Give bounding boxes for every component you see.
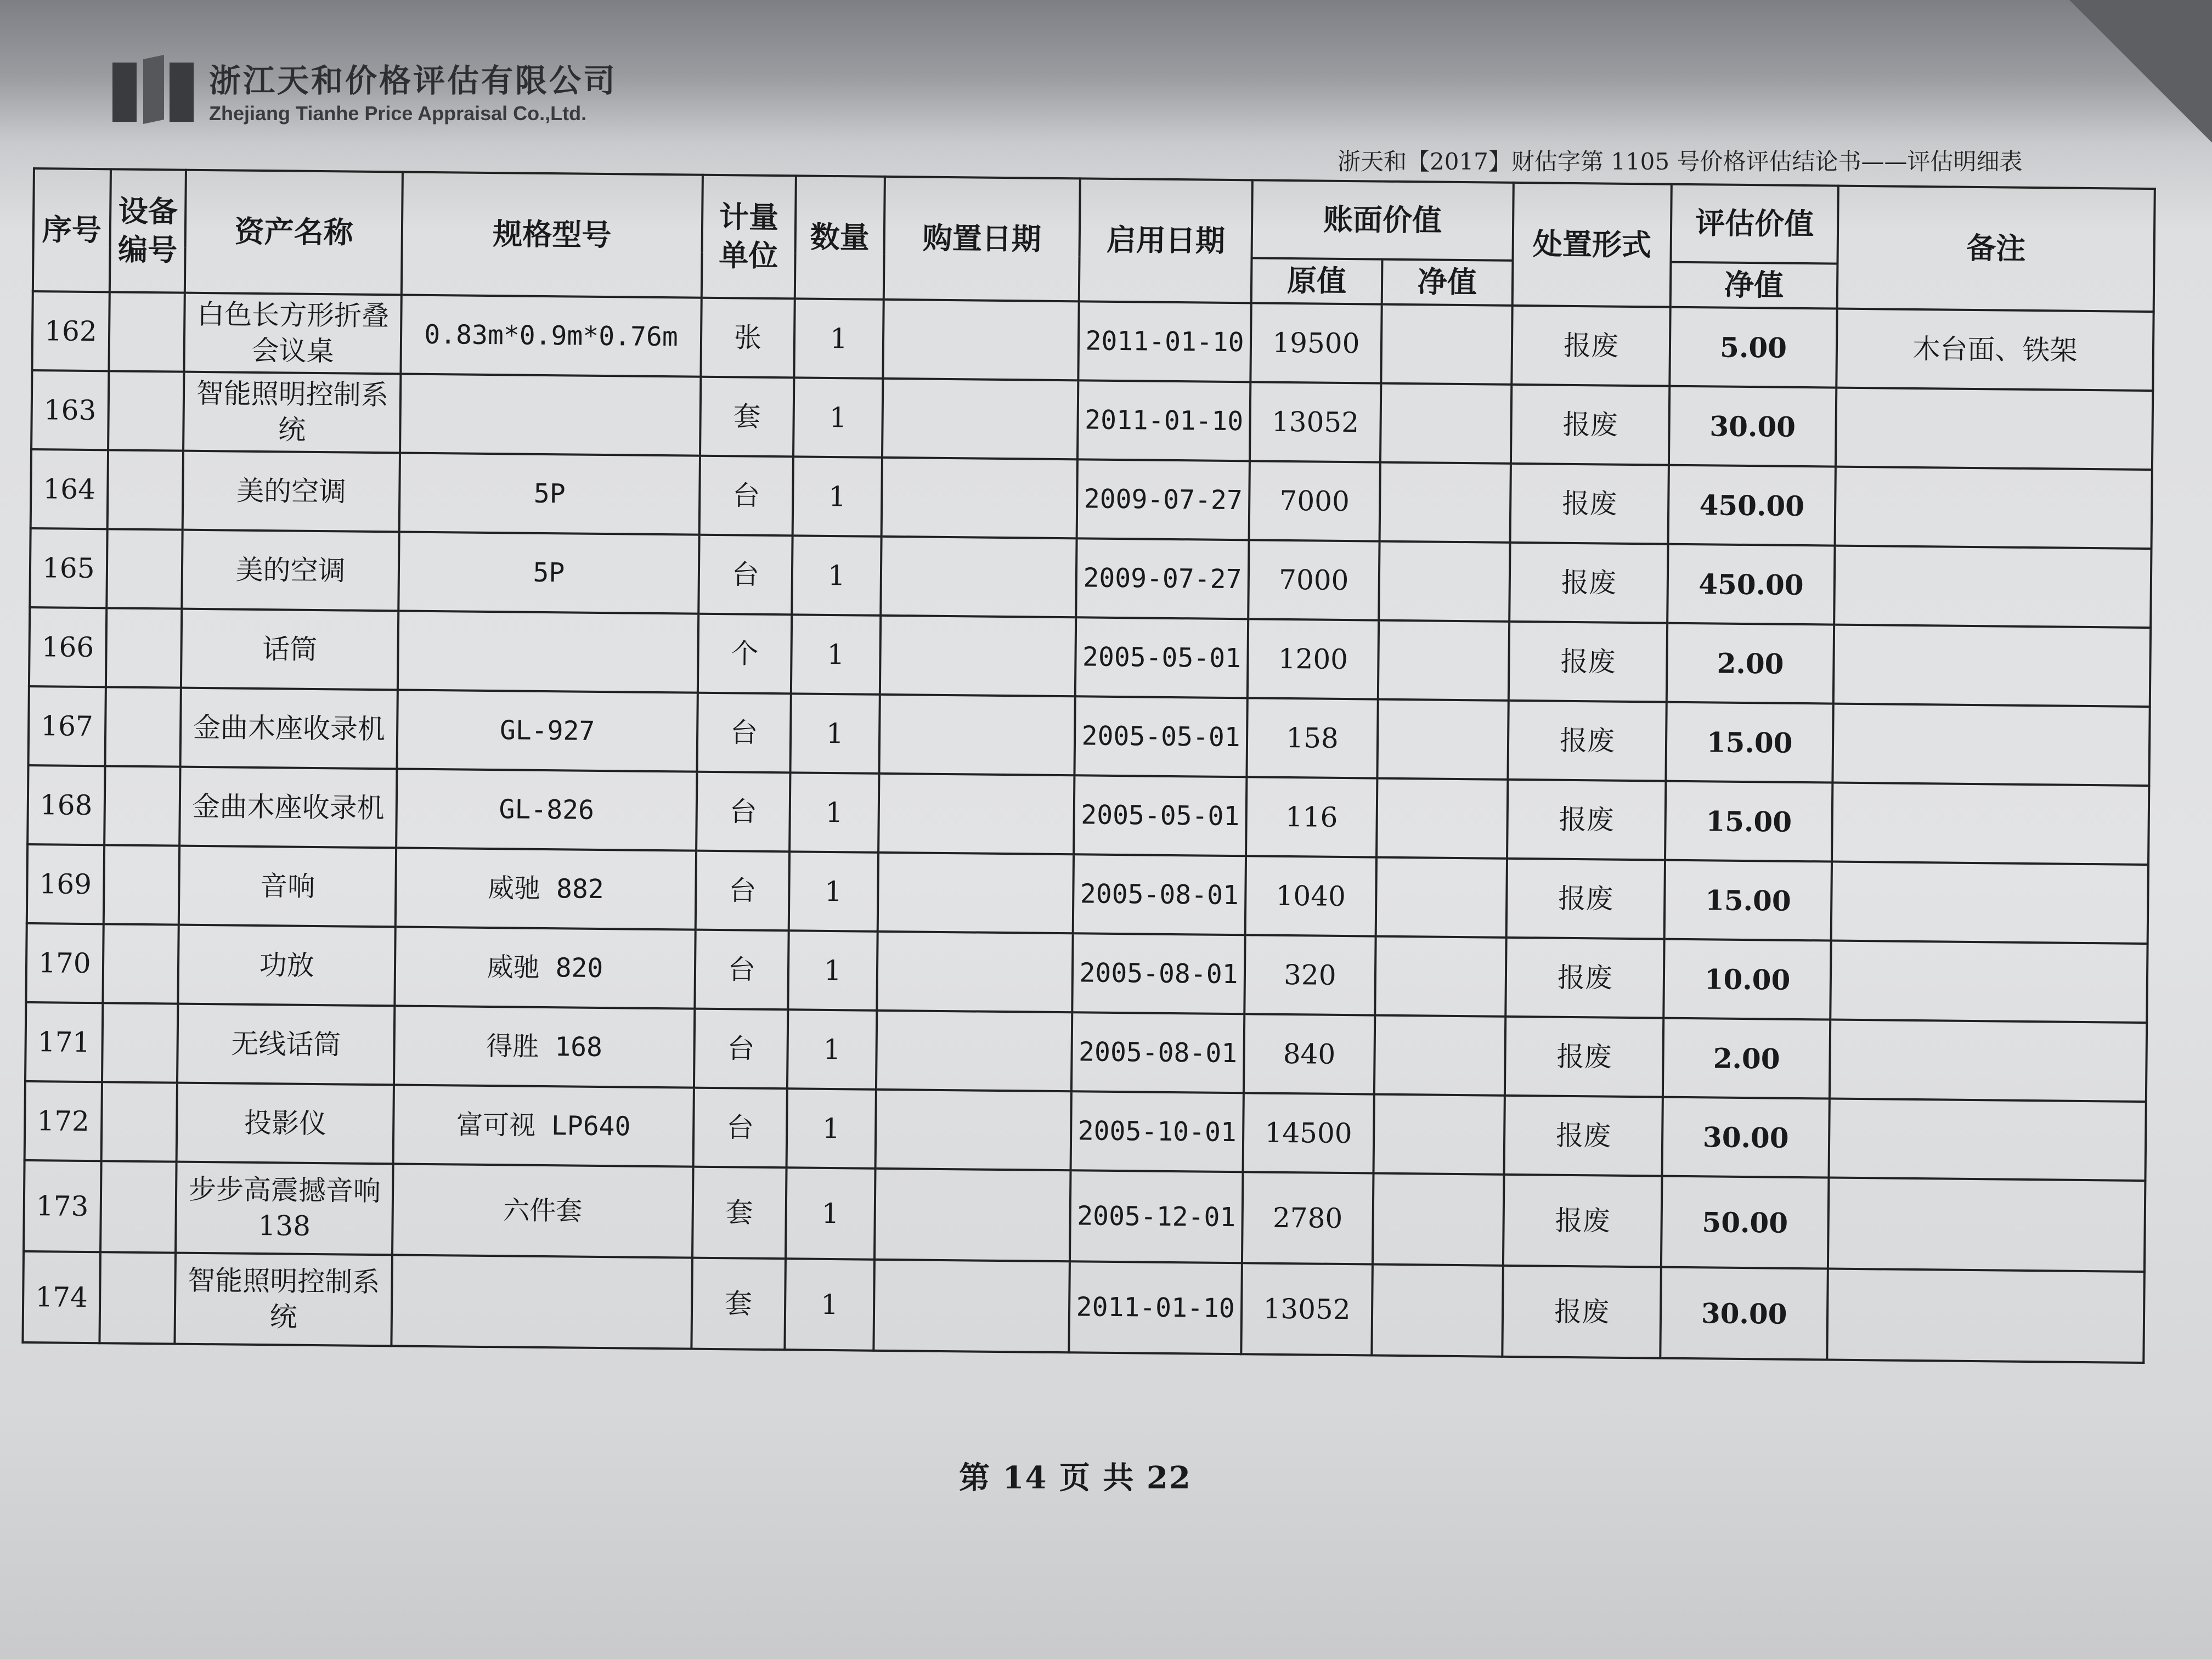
cell-remarks xyxy=(1830,941,2147,1023)
cell-purchase-date xyxy=(882,379,1079,459)
cell-original: 840 xyxy=(1244,1014,1375,1094)
cell-unit: 套 xyxy=(692,1167,787,1259)
cell-start-date: 2009-07-27 xyxy=(1077,459,1250,540)
appraisal-detail-table xyxy=(21,167,2155,1364)
cell-qty: 1 xyxy=(789,772,879,853)
cell-start-date: 2005-05-01 xyxy=(1074,775,1246,856)
cell-equip-no xyxy=(101,1082,177,1161)
cell-remarks xyxy=(1832,783,2149,865)
cell-original: 7000 xyxy=(1249,461,1380,541)
cell-purchase-date xyxy=(878,774,1075,854)
cell-start-date: 2011-01-10 xyxy=(1077,380,1250,461)
cell-unit: 台 xyxy=(694,1009,788,1089)
cell-remarks xyxy=(1829,1099,2146,1181)
cell-net xyxy=(1379,462,1510,543)
cell-start-date: 2005-05-01 xyxy=(1075,617,1248,698)
cell-original: 116 xyxy=(1246,777,1377,857)
cell-start-date: 2005-08-01 xyxy=(1073,854,1246,935)
cell-original: 14500 xyxy=(1243,1093,1374,1173)
cell-remarks xyxy=(1833,625,2151,707)
cell-asset-name: 智能照明控制系统 xyxy=(175,1253,392,1346)
cell-remarks xyxy=(1827,1269,2145,1363)
cell-remarks xyxy=(1831,862,2148,944)
cell-qty: 1 xyxy=(789,851,878,932)
cell-purchase-date xyxy=(878,853,1074,933)
cell-asset-name: 白色长方形折叠会议桌 xyxy=(184,293,402,374)
cell-original: 7000 xyxy=(1248,540,1379,620)
cell-original: 1040 xyxy=(1245,856,1376,936)
cell-remarks: 木台面、铁架 xyxy=(1836,309,2153,391)
table-header-row xyxy=(33,168,2155,267)
company-name-en: Zhejiang Tianhe Price Appraisal Co.,Ltd. xyxy=(209,102,587,125)
cell-asset-name: 智能照明控制系统 xyxy=(183,372,400,453)
cell-remarks xyxy=(1834,546,2151,628)
cell-spec: 富可视 LP640 xyxy=(393,1085,694,1167)
cell-original: 1200 xyxy=(1248,619,1379,699)
header-appraised-net: 净值 xyxy=(1671,262,1837,309)
cell-seq: 169 xyxy=(27,844,104,924)
cell-unit: 台 xyxy=(695,930,788,1010)
cell-equip-no xyxy=(103,924,179,1003)
cell-net xyxy=(1372,1265,1503,1357)
cell-asset-name: 金曲木座收录机 xyxy=(180,688,398,769)
cell-purchase-date xyxy=(874,1169,1071,1261)
cell-equip-no xyxy=(100,1161,177,1252)
header-appraised-value: 评估价值 xyxy=(1671,184,1838,264)
cell-qty: 1 xyxy=(790,693,879,774)
cell-spec xyxy=(398,611,698,693)
cell-purchase-date xyxy=(881,537,1077,617)
cell-appraised-value: 15.00 xyxy=(1664,860,1832,941)
header-book-value: 账面价值 xyxy=(1251,180,1513,261)
cell-appraised-value: 30.00 xyxy=(1662,1097,1830,1178)
cell-net xyxy=(1373,1094,1504,1175)
cell-net xyxy=(1374,1015,1505,1096)
header-qty: 数量 xyxy=(795,176,885,300)
cell-unit: 台 xyxy=(698,535,792,615)
cell-asset-name: 无线话筒 xyxy=(177,1004,394,1085)
cell-qty: 1 xyxy=(792,536,881,616)
cell-seq: 162 xyxy=(32,291,109,371)
cell-disposal: 报废 xyxy=(1511,306,1671,386)
header-net: 净值 xyxy=(1382,259,1513,306)
cell-seq: 163 xyxy=(31,370,109,450)
header-original: 原值 xyxy=(1251,258,1383,304)
cell-spec xyxy=(392,1255,692,1349)
cell-disposal: 报废 xyxy=(1510,464,1669,544)
cell-net xyxy=(1377,699,1508,780)
cell-disposal: 报废 xyxy=(1505,1017,1664,1097)
table-body xyxy=(22,291,2153,1363)
cell-equip-no xyxy=(107,450,183,530)
cell-disposal: 报废 xyxy=(1509,622,1668,702)
cell-seq: 166 xyxy=(29,607,106,687)
cell-qty: 1 xyxy=(786,1088,876,1169)
cell-unit: 套 xyxy=(700,377,794,457)
cell-purchase-date xyxy=(877,932,1073,1012)
cell-equip-no xyxy=(104,766,180,845)
cell-asset-name: 话筒 xyxy=(181,609,398,690)
cell-unit: 台 xyxy=(696,772,790,852)
cell-equip-no xyxy=(103,845,179,924)
cell-net xyxy=(1378,620,1509,701)
header-purchase-date: 购置日期 xyxy=(884,177,1080,302)
cell-unit: 台 xyxy=(693,1088,787,1168)
cell-purchase-date xyxy=(881,458,1077,538)
cell-net xyxy=(1379,541,1510,622)
cell-start-date: 2005-10-01 xyxy=(1071,1091,1244,1172)
cell-seq: 171 xyxy=(25,1002,103,1082)
cell-disposal: 报废 xyxy=(1507,780,1666,860)
cell-unit: 台 xyxy=(699,456,793,536)
cell-original: 2780 xyxy=(1242,1172,1373,1264)
cell-original: 320 xyxy=(1244,935,1375,1015)
cell-net xyxy=(1373,1173,1504,1266)
cell-qty: 1 xyxy=(788,930,877,1011)
cell-unit: 张 xyxy=(701,298,794,378)
cell-purchase-date xyxy=(875,1090,1071,1170)
cell-appraised-value: 30.00 xyxy=(1669,386,1836,467)
cell-spec: 0.83m*0.9m*0.76m xyxy=(401,295,702,377)
cell-unit: 个 xyxy=(698,614,792,694)
cell-spec: 威驰 820 xyxy=(395,927,696,1009)
cell-remarks xyxy=(1832,704,2149,786)
cell-spec xyxy=(400,374,701,456)
cell-net xyxy=(1376,857,1507,938)
cell-equip-no xyxy=(109,292,185,372)
cell-seq: 174 xyxy=(22,1251,100,1343)
cell-qty: 1 xyxy=(793,378,883,458)
cell-appraised-value: 450.00 xyxy=(1667,544,1835,625)
cell-disposal: 报废 xyxy=(1508,701,1667,781)
page-number: 第 14 页 共 22 xyxy=(959,1460,1192,1496)
cell-equip-no xyxy=(106,529,183,609)
cell-seq: 172 xyxy=(25,1081,102,1161)
cell-spec: 5P xyxy=(399,453,700,535)
header-disposal: 处置形式 xyxy=(1512,183,1672,307)
cell-qty: 1 xyxy=(787,1009,877,1090)
header-unit: 计量单位 xyxy=(702,175,796,299)
cell-purchase-date xyxy=(879,695,1075,775)
cell-disposal: 报废 xyxy=(1503,1175,1662,1267)
cell-spec: 威驰 882 xyxy=(396,848,696,930)
cell-appraised-value: 50.00 xyxy=(1661,1176,1829,1269)
cell-original: 13052 xyxy=(1241,1263,1372,1355)
cell-appraised-value: 30.00 xyxy=(1661,1267,1828,1360)
header-spec: 规格型号 xyxy=(402,172,703,297)
cell-start-date: 2011-01-10 xyxy=(1069,1261,1242,1354)
cell-asset-name: 美的空调 xyxy=(182,530,399,611)
cell-qty: 1 xyxy=(791,615,881,695)
cell-asset-name: 音响 xyxy=(179,846,396,927)
cell-seq: 165 xyxy=(30,528,107,608)
cell-qty: 1 xyxy=(794,299,883,379)
cell-start-date: 2009-07-27 xyxy=(1076,538,1249,619)
cell-start-date: 2005-05-01 xyxy=(1075,696,1248,777)
cell-appraised-value: 2.00 xyxy=(1663,1018,1830,1099)
cell-equip-no xyxy=(102,1003,178,1082)
cell-appraised-value: 5.00 xyxy=(1670,307,1837,388)
cell-purchase-date xyxy=(883,300,1079,380)
cell-spec: 5P xyxy=(398,532,699,614)
cell-qty: 1 xyxy=(792,457,882,537)
cell-net xyxy=(1376,778,1508,859)
cell-net xyxy=(1381,304,1512,385)
cell-purchase-date xyxy=(873,1260,1070,1352)
cell-appraised-value: 15.00 xyxy=(1666,702,1833,783)
cell-seq: 173 xyxy=(24,1160,101,1252)
company-name-block xyxy=(209,55,617,125)
cell-spec: GL-927 xyxy=(397,690,698,772)
cell-equip-no xyxy=(105,687,181,767)
cell-appraised-value: 15.00 xyxy=(1665,781,1832,862)
cell-start-date: 2011-01-10 xyxy=(1079,302,1251,382)
cell-seq: 170 xyxy=(26,923,103,1003)
cell-unit: 台 xyxy=(696,851,789,931)
cell-spec: GL-826 xyxy=(396,769,697,851)
cell-remarks xyxy=(1830,1020,2147,1102)
cell-equip-no xyxy=(106,608,182,688)
cell-seq: 168 xyxy=(27,765,105,845)
header-remarks: 备注 xyxy=(1837,186,2155,312)
cell-original: 19500 xyxy=(1250,303,1381,383)
cell-purchase-date xyxy=(880,616,1076,696)
cell-original: 158 xyxy=(1246,698,1378,778)
cell-equip-no xyxy=(99,1252,176,1344)
cell-asset-name: 美的空调 xyxy=(183,451,400,532)
cell-start-date: 2005-12-01 xyxy=(1070,1170,1243,1263)
company-name-cn: 浙江天和价格评估有限公司 xyxy=(209,62,618,99)
cell-equip-no xyxy=(108,371,184,451)
cell-start-date: 2005-08-01 xyxy=(1071,1012,1244,1093)
cell-remarks xyxy=(1836,388,2153,470)
cell-asset-name: 功放 xyxy=(178,925,396,1006)
cell-disposal: 报废 xyxy=(1504,1096,1663,1176)
company-logo-icon xyxy=(112,57,195,123)
cell-seq: 167 xyxy=(29,686,106,766)
cell-disposal: 报废 xyxy=(1506,859,1665,939)
cell-spec: 得胜 168 xyxy=(394,1006,695,1088)
cell-unit: 套 xyxy=(691,1258,786,1350)
header-seq: 序号 xyxy=(33,168,111,292)
cell-unit: 台 xyxy=(697,693,791,773)
cell-qty: 1 xyxy=(785,1259,874,1351)
header-equip-no: 设备编号 xyxy=(110,169,187,292)
cell-appraised-value: 2.00 xyxy=(1667,623,1834,704)
cell-asset-name: 金曲木座收录机 xyxy=(179,767,397,848)
cell-start-date: 2005-08-01 xyxy=(1072,933,1245,1014)
cell-qty: 1 xyxy=(786,1167,876,1260)
cell-spec: 六件套 xyxy=(392,1164,693,1258)
company-logo xyxy=(112,55,617,125)
cell-remarks xyxy=(1835,467,2152,549)
cell-purchase-date xyxy=(876,1011,1073,1091)
cell-disposal: 报废 xyxy=(1511,385,1670,465)
cell-appraised-value: 10.00 xyxy=(1664,939,1831,1020)
cell-asset-name: 投影仪 xyxy=(177,1083,394,1164)
header-asset-name: 资产名称 xyxy=(185,170,403,295)
cell-original: 13052 xyxy=(1250,382,1381,462)
cell-disposal: 报废 xyxy=(1505,938,1664,1018)
document-reference: 浙天和【2017】财估字第 1105 号价格评估结论书——评估明细表 xyxy=(1338,148,2023,175)
cell-net xyxy=(1380,383,1511,464)
cell-seq: 164 xyxy=(31,449,108,529)
cell-remarks xyxy=(1828,1178,2146,1272)
header-start-date: 启用日期 xyxy=(1079,178,1252,303)
cell-net xyxy=(1375,936,1506,1017)
cell-appraised-value: 450.00 xyxy=(1668,465,1836,546)
cell-asset-name: 步步高震撼音响138 xyxy=(176,1162,393,1255)
cell-disposal: 报废 xyxy=(1502,1266,1661,1358)
cell-disposal: 报废 xyxy=(1509,543,1668,623)
